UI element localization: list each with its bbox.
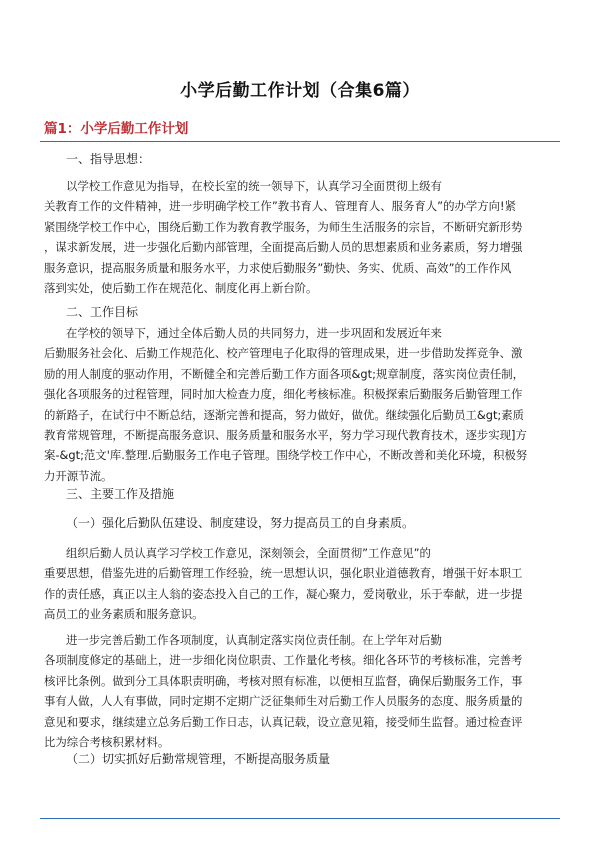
text-line: 高员工的业务素质和服务意识。 xyxy=(44,607,204,622)
text-line: 强化各项服务的过程管理，同时加大检查力度，细化考核标准。积极探索后勤服务后勤管理工作 xyxy=(44,387,523,402)
text-line: 的新路子，在试行中不断总结，逐渐完善和提高，努力做好，做优。继续强化后勤员工&gt;素质 xyxy=(44,407,525,422)
text-line: 后勤服务社会化、后勤工作规范化、校产管理电子化取得的管理成果，进一步借助发挥竞争、激 xyxy=(44,346,523,361)
text-line: ，谋求新发展，进一步强化后勤内部管理，全面提高后勤人员的思想素质和业务素质，努力增强 xyxy=(44,240,523,255)
text-line: 服务意识，提高服务质量和服务水平，力求使后勤服务”勤快、务实、优质、高效”的工作作风 xyxy=(44,260,512,275)
paragraph-work-goals xyxy=(44,323,556,486)
text-line: 落到实处，使后勤工作在规范化、制度化再上新台阶。 xyxy=(44,281,318,296)
paragraph-guiding-ideology xyxy=(44,176,556,298)
subheading-team-building: （一）强化后勤队伍建设、制度建设，努力提高员工的自身素质。 xyxy=(66,516,415,530)
section-heading-work-goals: 二、工作目标 xyxy=(66,305,139,319)
text-line: 核评比条例。做到分工具体职责明确，考核对照有标准，以便相互监督，确保后勤服务工作，事 xyxy=(44,673,523,688)
text-line: 进一步完善后勤工作各项制度，认真制定落实岗位责任制。在上学年对后勤 xyxy=(66,633,442,647)
text-line: 教育常规管理，不断提高服务意识、服务质量和服务水平，努力学习现代教育技术，逐步实现]方 xyxy=(44,428,527,443)
text-line: 各项制度修定的基础上，进一步细化岗位职责、工作量化考核。细化各环节的考核标准，完善考 xyxy=(44,653,523,668)
footer-divider xyxy=(40,818,560,819)
text-line: 力开源节流。 xyxy=(44,468,113,483)
section-heading-main-work: 三、主要工作及措施 xyxy=(66,487,175,501)
text-line: 重要思想，借鉴先进的后勤管理工作经验，统一思想认识，强化职业道德教育，增强干好本职工 xyxy=(44,566,523,581)
text-line: 以学校工作意见为指导，在校长室的统一领导下，认真学习全面贯彻上级有 xyxy=(66,179,442,193)
text-line: 组织后勤人员认真学习学校工作意见，深刻领会，全面贯彻”工作意见”的 xyxy=(66,546,431,560)
text-line: 在学校的领导下，通过全体后勤人员的共同努力，进一步巩固和发展近年来 xyxy=(66,326,442,340)
text-line: 作的责任感，真正以主人翁的姿态投入自己的工作，凝心聚力，爱岗敬业，乐于奉献，进一步提 xyxy=(44,586,523,601)
text-line: 紧围绕学校工作中心，围绕后勤工作为教育教学服务，为师生生活服务的宗旨，不断研究新形势 xyxy=(44,219,523,234)
text-line: 案-&gt;范文'库.整理.后勤服务工作电子管理。围绕学校工作中心，不断改善和美化环境，积极努 xyxy=(44,448,528,463)
document-title: 小学后勤工作计划（合集6篇） xyxy=(180,81,420,101)
text-line: 励的用人制度的驱动作用，不断健全和完善后勤工作方面各项&gt;规章制度，落实岗位责任制， xyxy=(44,366,525,381)
text-line: 事有人做，人人有事做，同时定期不定期广泛征集师生对后勤工作人员服务的态度、服务质量的 xyxy=(44,694,523,709)
chapter-divider xyxy=(40,141,560,142)
text-line: 意见和要求，继续建立总务后勤工作日志，认真记载，设立意见箱，接受师生监督。通过检查评 xyxy=(44,714,523,729)
chapter-title: 篇1：小学后勤工作计划 xyxy=(44,121,189,137)
section-heading-guiding-ideology: 一、指导思想： xyxy=(66,152,151,166)
text-line: 关教育工作的文件精神，进一步明确学校工作”教书育人、管理育人、服务育人”的办学方向!紧 xyxy=(44,199,516,214)
paragraph-system-improvement xyxy=(44,630,556,752)
text-line: 比为综合考核积累材料。 xyxy=(44,735,170,750)
paragraph-staff-study xyxy=(44,543,556,625)
subheading-routine-management: （二）切实抓好后勤常规管理，不断提高服务质量 xyxy=(66,752,331,766)
